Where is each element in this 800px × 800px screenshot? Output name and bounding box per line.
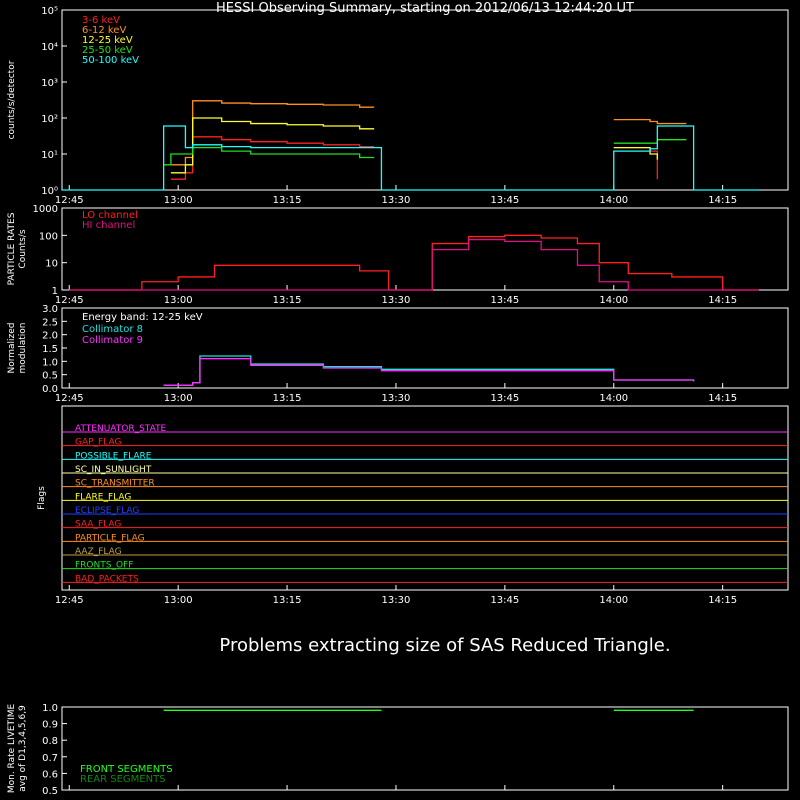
particle-rates-ytick-label: 1 (51, 286, 58, 297)
count-rates-ytick-label: 10² (41, 114, 58, 125)
modulation-annotation: Energy band: 12-25 keV (82, 312, 203, 323)
modulation-xtick-label: 13:45 (490, 393, 520, 404)
flags-xtick-label: 14:15 (708, 595, 738, 606)
livetime-ytick-label: 1.0 (42, 703, 58, 714)
modulation-xtick-label: 13:15 (272, 393, 302, 404)
count-rates-legend-entry: 3-6 keV (82, 15, 120, 26)
flags-xtick-label: 13:30 (381, 595, 411, 606)
modulation-xtick-label: 12:45 (54, 393, 84, 404)
count-rates-xtick-label: 13:00 (163, 195, 193, 206)
sas-message: Problems extracting size of SAS Reduced Triangle. (219, 635, 671, 656)
particle-rates-xtick-label: 13:30 (381, 295, 411, 306)
particle-rates-ytick-label: 10 (45, 258, 58, 270)
modulation-ytick-label: 0.0 (42, 384, 58, 395)
count-rates-legend-entry: 25-50 keV (82, 45, 133, 56)
livetime-ytick-label: 0.9 (42, 719, 58, 731)
modulation-ytick-label: 1.0 (42, 357, 58, 369)
flags-flag-label: ATTENUATOR_STATE (75, 424, 167, 434)
flags-flag-label: FRONTS_OFF (75, 560, 134, 571)
particle-rates-ylabel: Counts/s (18, 229, 28, 269)
count-rates-legend-entry: 50-100 keV (82, 55, 140, 66)
particle-rates-xtick-label: 14:15 (708, 295, 738, 306)
flags-flag-label: FLARE_FLAG (75, 492, 132, 503)
modulation-ytick-label: 3.0 (42, 304, 58, 315)
flags-flag-label: SC_TRANSMITTER (75, 478, 155, 489)
modulation-xtick-label: 13:00 (163, 393, 193, 404)
flags-flag-label: SAA_FLAG (75, 519, 122, 530)
particle-rates-ylabel: PARTICLE RATES (7, 212, 17, 286)
modulation-xtick-label: 14:15 (708, 393, 738, 404)
count-rates-ytick-label: 10³ (41, 78, 58, 89)
modulation-legend-entry: Collimator 8 (82, 324, 143, 335)
modulation-ytick-label: 1.5 (42, 344, 58, 355)
count-rates-xtick-label: 13:30 (381, 195, 411, 206)
livetime-ylabel: Mon. Rate LIVETIME (7, 703, 17, 794)
flags-xtick-label: 14:00 (599, 595, 629, 606)
count-rates-xtick-label: 14:15 (708, 195, 738, 206)
particle-rates-xtick-label: 13:15 (272, 295, 302, 306)
livetime-legend-entry: REAR SEGMENTS (80, 774, 166, 785)
particle-rates-xtick-label: 12:45 (54, 295, 84, 306)
modulation-ytick-label: 0.5 (42, 370, 58, 382)
particle-rates-legend-entry: HI channel (82, 220, 136, 231)
flags-flag-label: GAP_FLAG (75, 437, 122, 448)
particle-rates-xtick-label: 13:00 (163, 295, 193, 306)
flags-xtick-label: 12:45 (54, 595, 84, 606)
count-rates-ytick-label: 10⁴ (41, 42, 58, 53)
particle-rates-xtick-label: 13:45 (490, 295, 520, 306)
count-rates-ytick-label: 10⁰ (41, 186, 58, 197)
count-rates-legend-entry: 12-25 keV (82, 35, 133, 46)
particle-rates-legend-entry: LO channel (82, 210, 138, 221)
count-rates-legend-entry: 6-12 keV (82, 25, 127, 36)
count-rates-ytick-label: 10¹ (41, 150, 58, 161)
livetime-ytick-label: 0.5 (42, 786, 58, 797)
livetime-ytick-label: 0.7 (42, 752, 58, 764)
count-rates-ytick-label: 10⁵ (41, 6, 58, 17)
modulation-xtick-label: 13:30 (381, 393, 411, 404)
count-rates-ylabel: counts/s/detector (7, 60, 17, 140)
flags-flag-label: AAZ_FLAG (75, 547, 122, 557)
figure-title: HESSI Observing Summary, starting on 2012/06/13 12:44:20 UT (216, 1, 634, 16)
flags-flag-label: PARTICLE_FLAG (75, 533, 145, 544)
count-rates-xtick-label: 13:45 (490, 195, 520, 206)
count-rates-xtick-label: 13:15 (272, 195, 302, 206)
count-rates-xtick-label: 12:45 (54, 195, 84, 206)
modulation-xtick-label: 14:00 (599, 393, 629, 404)
flags-flag-label: POSSIBLE_FLARE (75, 451, 152, 462)
flags-xtick-label: 13:00 (163, 595, 193, 606)
livetime-legend-entry: FRONT SEGMENTS (80, 764, 173, 775)
flags-xtick-label: 13:45 (490, 595, 520, 606)
modulation-ytick-label: 2.0 (42, 330, 58, 342)
count-rates-xtick-label: 14:00 (599, 195, 629, 206)
modulation-legend-entry: Collimator 9 (82, 335, 143, 346)
modulation-ylabel: Normalized (7, 322, 17, 374)
livetime-ytick-label: 0.8 (42, 736, 58, 748)
flags-ylabel: Flags (37, 486, 47, 510)
modulation-ylabel: modulation (18, 322, 28, 374)
livetime-ytick-label: 0.6 (42, 769, 58, 781)
flags-flag-label: BAD_PACKETS (75, 574, 139, 585)
flags-flag-label: ECLIPSE_FLAG (75, 506, 140, 516)
particle-rates-ytick-label: 1000 (32, 204, 58, 215)
particle-rates-ytick-label: 100 (38, 231, 58, 243)
modulation-ytick-label: 2.5 (42, 317, 58, 329)
flags-xtick-label: 13:15 (272, 595, 302, 606)
livetime-ylabel: avg of D1,3,4,5,6,9 (18, 705, 28, 792)
flags-flag-label: SC_IN_SUNLIGHT (75, 465, 152, 475)
particle-rates-xtick-label: 14:00 (599, 295, 629, 306)
